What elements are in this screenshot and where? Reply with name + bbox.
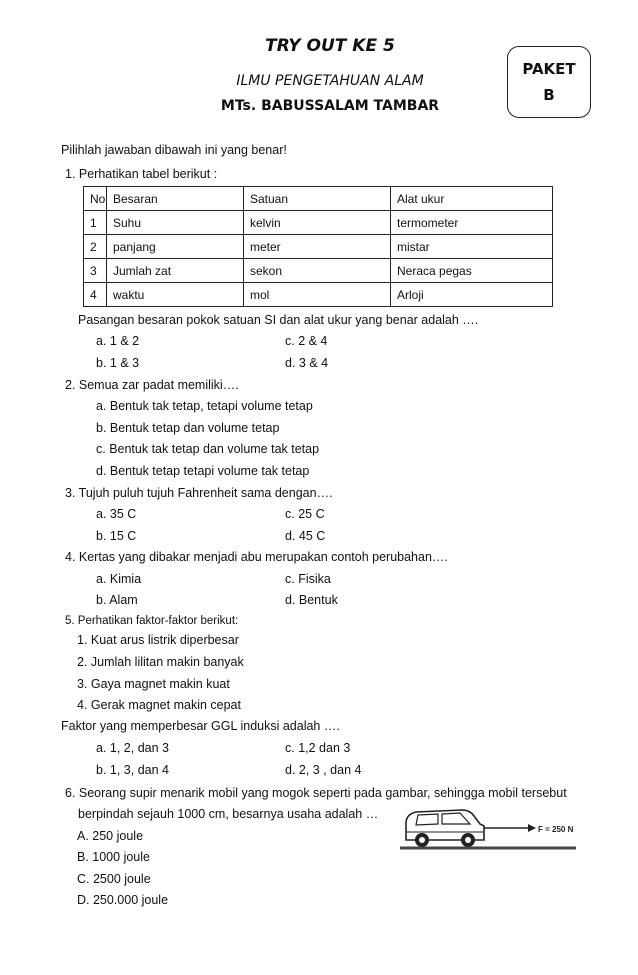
q6-stem-line1: 6. Seorang supir menarik mobil yang mogok seperti pada gambar, sehingga mobil tersebut bbox=[65, 786, 567, 800]
q1-option-c[interactable]: c. 2 & 4 bbox=[285, 334, 328, 348]
q6-option-c[interactable]: C. 2500 joule bbox=[77, 872, 151, 886]
table-cell: mol bbox=[244, 283, 391, 307]
q5-factor: 2. Jumlah lilitan makin banyak bbox=[77, 655, 244, 669]
table-cell: termometer bbox=[391, 211, 553, 235]
table-cell: 2 bbox=[84, 235, 107, 259]
q3-option-b[interactable]: b. 15 C bbox=[96, 529, 137, 543]
q5-factor: 1. Kuat arus listrik diperbesar bbox=[77, 633, 239, 647]
table-row bbox=[84, 235, 553, 259]
table-cell: kelvin bbox=[244, 211, 391, 235]
q2-option-d[interactable]: d. Bentuk tetap tetapi volume tak tetap bbox=[96, 464, 310, 478]
table-cell: Neraca pegas bbox=[391, 259, 553, 283]
q5-stem: 5. Perhatikan faktor-faktor berikut: bbox=[65, 615, 239, 627]
table-cell: waktu bbox=[107, 283, 244, 307]
table-cell: Jumlah zat bbox=[107, 259, 244, 283]
q6-option-d[interactable]: D. 250.000 joule bbox=[77, 893, 169, 907]
table-row bbox=[84, 283, 553, 307]
q3-option-c[interactable]: c. 25 C bbox=[285, 507, 325, 521]
table-header-cell: Besaran bbox=[107, 187, 244, 211]
q6-option-b[interactable]: B. 1000 joule bbox=[77, 850, 150, 864]
table-header-cell: No bbox=[84, 187, 107, 211]
q4-option-c[interactable]: c. Fisika bbox=[285, 572, 331, 586]
q3-option-d[interactable]: d. 45 C bbox=[285, 529, 326, 543]
towed-car-figure bbox=[398, 802, 578, 854]
q4-stem: 4. Kertas yang dibakar menjadi abu merupakan contoh perubahan…. bbox=[65, 550, 448, 564]
q5-factor: 3. Gaya magnet makin kuat bbox=[77, 677, 230, 691]
exam-title: TRY OUT KE 5 bbox=[265, 36, 395, 56]
table-cell: meter bbox=[244, 235, 391, 259]
table-header-cell: Satuan bbox=[244, 187, 391, 211]
table-row bbox=[84, 211, 553, 235]
school-name: MTs. BABUSSALAM TAMBAR bbox=[220, 98, 440, 114]
q5-option-d[interactable]: d. 2, 3 , dan 4 bbox=[285, 763, 362, 777]
q2-option-b[interactable]: b. Bentuk tetap dan volume tetap bbox=[96, 421, 280, 435]
q3-option-a[interactable]: a. 35 C bbox=[96, 507, 137, 521]
q1-question: Pasangan besaran pokok satuan SI dan alat ukur yang benar adalah …. bbox=[78, 313, 479, 327]
table-cell: mistar bbox=[391, 235, 553, 259]
table-cell: 3 bbox=[84, 259, 107, 283]
q5-option-b[interactable]: b. 1, 3, dan 4 bbox=[96, 763, 169, 777]
q4-option-a[interactable]: a. Kimia bbox=[96, 572, 142, 586]
table-cell: 4 bbox=[84, 283, 107, 307]
table-cell: sekon bbox=[244, 259, 391, 283]
q4-option-b[interactable]: b. Alam bbox=[96, 593, 138, 607]
paket-box bbox=[507, 46, 591, 118]
table-row bbox=[84, 259, 553, 283]
paket-label: PAKET bbox=[522, 60, 576, 78]
q1-option-d[interactable]: d. 3 & 4 bbox=[285, 356, 329, 370]
q1-stem: 1. Perhatikan tabel berikut : bbox=[65, 167, 218, 181]
q2-stem: 2. Semua zar padat memiliki…. bbox=[65, 378, 239, 392]
table-cell: Suhu bbox=[107, 211, 244, 235]
table-cell: Arloji bbox=[391, 283, 553, 307]
q5-factor: 4. Gerak magnet makin cepat bbox=[77, 698, 241, 712]
q5-question: Faktor yang memperbesar GGL induksi adalah …. bbox=[61, 719, 340, 733]
force-label: F = 250 N bbox=[538, 825, 574, 834]
q6-stem-line2: berpindah sejauh 1000 cm, besarnya usaha adalah … bbox=[78, 807, 379, 821]
q1-table bbox=[83, 186, 553, 307]
table-cell: panjang bbox=[107, 235, 244, 259]
car-icon bbox=[406, 810, 484, 847]
q2-option-c[interactable]: c. Bentuk tak tetap dan volume tak tetap bbox=[96, 442, 320, 456]
q1-option-a[interactable]: a. 1 & 2 bbox=[96, 334, 140, 348]
q5-option-c[interactable]: c. 1,2 dan 3 bbox=[285, 741, 351, 755]
table-header-cell: Alat ukur bbox=[391, 187, 553, 211]
q5-option-a[interactable]: a. 1, 2, dan 3 bbox=[96, 741, 169, 755]
paket-code: B bbox=[543, 86, 555, 104]
q1-option-b[interactable]: b. 1 & 3 bbox=[96, 356, 140, 370]
instruction: Pilihlah jawaban dibawah ini yang benar! bbox=[61, 143, 287, 157]
q3-stem: 3. Tujuh puluh tujuh Fahrenheit sama dengan…. bbox=[65, 486, 333, 500]
q4-option-d[interactable]: d. Bentuk bbox=[285, 593, 338, 607]
table-header-row bbox=[84, 187, 553, 211]
q2-option-a[interactable]: a. Bentuk tak tetap, tetapi volume tetap bbox=[96, 399, 313, 413]
table-cell: 1 bbox=[84, 211, 107, 235]
exam-subject: ILMU PENGETAHUAN ALAM bbox=[236, 73, 424, 89]
q6-option-a[interactable]: A. 250 joule bbox=[77, 829, 144, 843]
